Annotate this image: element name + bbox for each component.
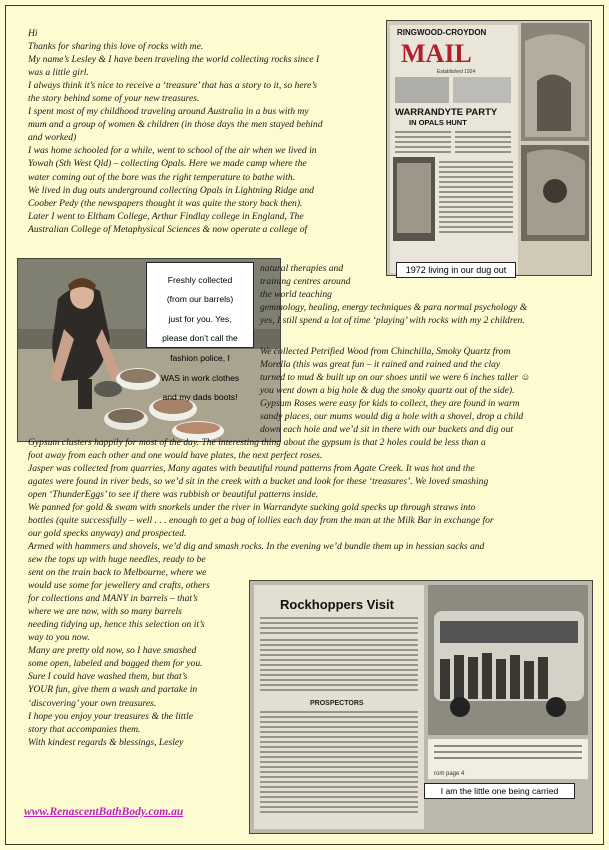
letter-line: yes, I still spend a lot of time ‘playing’ with rocks with my 2 children. [260, 315, 525, 327]
letter-line: water coming out of the bore was the right temperature to bathe with. [28, 171, 296, 183]
newspaper-masthead: RINGWOOD-CROYDON [397, 28, 487, 37]
letter-line: Coober Pedy (the newspapers thought it was quite the story back then). [28, 197, 303, 209]
letter-line: Yowah (Sth West Qld) – collecting Opals. Here we made camp where the [28, 158, 307, 170]
letter-line: I hope you enjoy your treasures & the little [28, 710, 194, 722]
caption-line: please don't call the [162, 333, 238, 344]
letter-line: and worked) [28, 132, 77, 144]
newspaper-established: Established 1924 [437, 69, 476, 75]
letter-line: Many are pretty old now, so I have smashed [28, 645, 197, 657]
caption-carried: I am the little one being carried [424, 783, 575, 799]
letter-line: way to you now. [28, 632, 90, 644]
letter-line: down each hole and we’d sit in there with our buckets and dig out [260, 424, 514, 436]
letter-line: With kindest regards & blessings, Lesley [28, 736, 184, 748]
letter-line: Sure I could have washed them, but that’s [28, 671, 188, 683]
letter-closing [28, 553, 210, 749]
letter-line: story that accompanies them. [28, 723, 141, 735]
newspaper-headline-1: WARRANDYTE PARTY [395, 107, 498, 118]
letter-line: YOUR fun, give them a wash and partake in [28, 684, 198, 696]
newspaper-collage-photo [386, 20, 592, 276]
letter-line: would use some for jewellery and crafts, others [28, 580, 210, 592]
letter-line: Gypsum Roses were easy for kids to collect, they are found in warm [260, 398, 520, 410]
letter-line: Thanks for sharing this love of rocks with me. [28, 41, 204, 53]
letter-line: gemmology, healing, energy techniques & para normal psychology & [260, 302, 528, 314]
letter-line: My name’s Lesley & I have been traveling the world collecting rocks since I [28, 54, 320, 66]
letter-line: I spent most of my childhood traveling around Australia in a bus with my [28, 106, 309, 118]
letter-line: some open, labeled and bagged them for you. [28, 658, 203, 670]
letter-gypsum-agates [28, 436, 494, 553]
letter-line: needing tidying up, hence this selection on it’s [28, 619, 205, 631]
caption-line: Freshly collected [167, 274, 233, 285]
letter-line: Gypsum clusters happily for most of the day. The interesting thing about the gypsum is that 2 holes could be less than a [28, 437, 486, 448]
letter-line: agates were found in river beds, so we’d sit in the creek with a bucket and look for these ‘treasures’. We loved smashing [28, 476, 489, 488]
clipping-headline: Rockhoppers Visit [280, 597, 394, 612]
letter-line: Armed with hammers and shovels, we’d dig and smash rocks. In the evening we’d bundle them up in hessian sacks and [28, 541, 485, 553]
letter-line: Morella (this was great fun – it rained and rained and the clay [260, 359, 501, 371]
letter-line: We panned for gold & swam with snorkels under the river in Warrandyte sucking gold specks up through straws into [28, 502, 476, 514]
caption-line: WAS in work clothes [160, 372, 240, 383]
letter-line: We collected Petrified Wood from Chinchilla, Smoky Quartz from [260, 346, 511, 357]
caption-freshly-collected [146, 262, 254, 403]
letter-line: sent on the train back to Melbourne, where we [28, 567, 207, 579]
caption-line: and my dads boots! [162, 392, 238, 403]
letter-intro [28, 27, 323, 236]
caption-line: just for you. Yes, [168, 313, 232, 324]
letter-line: where we are now, with so many barrels [28, 606, 182, 618]
letter-teaching [260, 262, 527, 327]
letter-line: bottles (quite successfully – well . . . enough to get a bag of lollies each day from the man at the Milk Bar in exchange for [28, 515, 494, 527]
letter-line: sandy places, our mums would dig a hole with a shovel, drop a child [260, 411, 524, 423]
newspaper-headline-2: IN OPALS HUNT [409, 118, 467, 127]
letter-line: foot away from each other and one would have plates, the next perfect roses. [28, 450, 323, 462]
letter-line: Later I went to Eltham College, Arthur Findlay college in England, The [28, 210, 304, 222]
newspaper-name: MAIL [401, 39, 472, 68]
letter-line: Hi [28, 28, 38, 39]
letter-line: the story behind some of your new treasures. [28, 93, 200, 105]
letter-line: was a little girl. [28, 67, 89, 79]
clipping-footer: rom page 4 [434, 771, 465, 777]
caption-line: (from our barrels) [166, 294, 234, 305]
letter-line: training centres around [260, 276, 351, 288]
caption-dugout: 1972 living in our dug out [396, 262, 516, 278]
letter-line: sew the tops up with huge needles, ready to be [28, 554, 206, 565]
caption-line: fashion police, I [170, 352, 230, 363]
letter-line: our gold specks anyway) and prospected. [28, 528, 187, 540]
letter-line: the world teaching [260, 289, 332, 301]
letter-line: We lived in dug outs underground collecting Opals in Lightning Ridge and [28, 184, 314, 196]
letter-line: turned to mud & built up on our shoes until we were 6 inches taller ☺ [260, 372, 531, 384]
letter-line: mum and a group of women & children (in those days the men stayed behind [28, 119, 323, 131]
letter-line: you went down a big hole & dug the smoky quartz out of the side). [260, 385, 515, 397]
letter-line: I was home schooled for a while, went to school of the air when we lived in [28, 145, 317, 157]
letter-line: Australian College of Metaphysical Sciences & now operate a college of [28, 223, 308, 235]
website-link[interactable]: www.RenascentBathBody.com.au [24, 806, 184, 818]
clipping-subhead: PROSPECTORS [310, 700, 364, 707]
letter-collecting [260, 345, 530, 436]
letter-line: I always think it’s nice to receive a ‘treasure’ that has a story to it, so here’s [28, 80, 317, 92]
letter-line: ‘discovering’ your own treasures. [28, 697, 157, 709]
letter-line: Jasper was collected from quarries, Many agates with beautiful round patterns from Agate Creek. It was hot and the [28, 463, 475, 475]
letter-line: open ‘ThunderEggs’ to see if there was rubbish or beautiful patterns inside. [28, 489, 319, 501]
letter-line: natural therapies and [260, 263, 344, 274]
letter-line: for collections and MANY in barrels – that’s [28, 593, 198, 605]
